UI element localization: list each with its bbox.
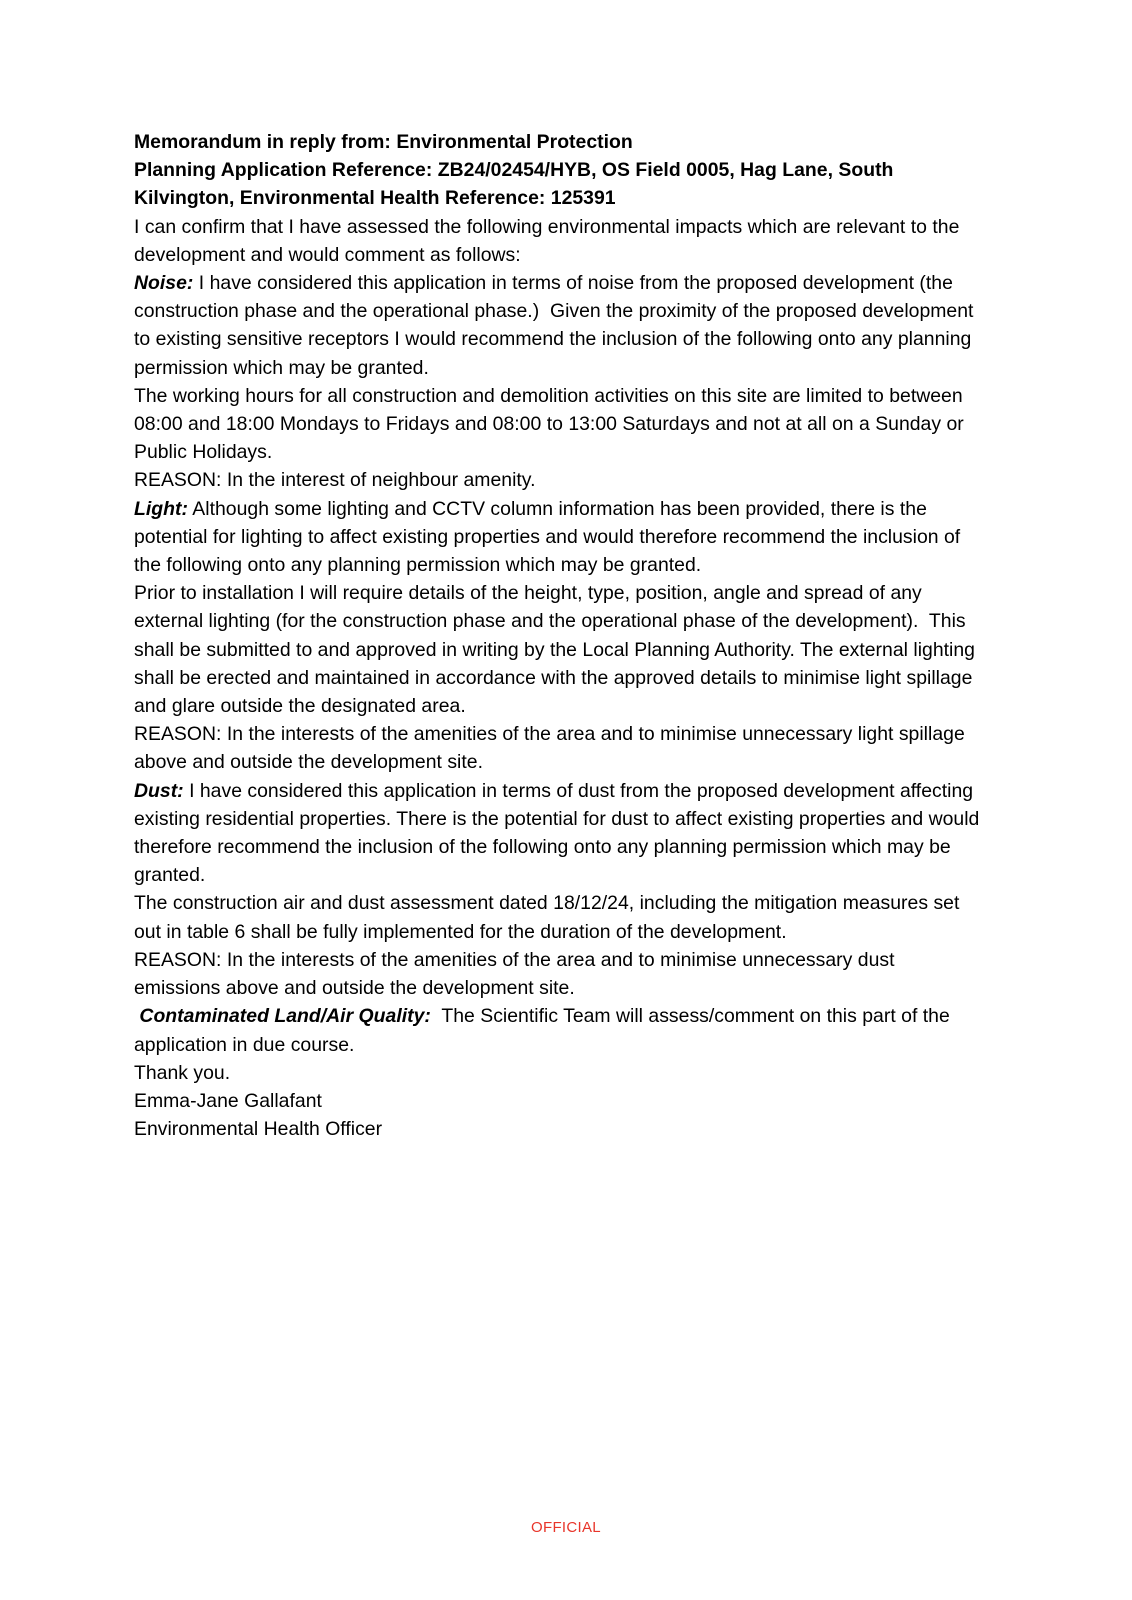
noise-condition: The working hours for all construction and demolition activities on this site are limited to between 08:00 and 18:00 Mondays to Fridays and 08:00 to 13:00 Saturdays and not at all on a Sunday or Public Holidays. xyxy=(134,384,970,464)
contaminated-land-label: Contaminated Land/Air Quality: xyxy=(134,1005,431,1028)
light-paragraph xyxy=(134,495,982,580)
closing-line: Thank you. xyxy=(134,1061,231,1084)
light-condition: Prior to installation I will require details of the height, type, position, angle and spread of any external lighting (for the construction phase and the operational phase of the development). This shall be submitted to and approved in writing by the Local Planning Authority. The external lighting shall be erected and maintained in accordance with the approved details to minimise light spillage and glare outside the designated area. xyxy=(134,582,981,718)
dust-condition: The construction air and dust assessment dated 18/12/24, including the mitigation measures set out in table 6 shall be fully implemented for the duration of the development. xyxy=(134,892,965,943)
light-body: Although some lighting and CCTV column information has been provided, there is the potential for lighting to affect existing properties and would therefore recommend the inclusion of the following onto any planning permission which may be granted. xyxy=(134,497,966,577)
official-footer-marking: OFFICIAL xyxy=(531,1519,601,1536)
contaminated-land-body: The Scientific Team will assess/comment on this part of the application in due course. xyxy=(134,1005,956,1056)
light-reason: REASON: In the interests of the amenities of the area and to minimise unnecessary light spillage above and outside the development site. xyxy=(134,723,971,774)
signature-role: Environmental Health Officer xyxy=(134,1118,383,1141)
contaminated-land-paragraph xyxy=(134,1002,982,1058)
light-label: Light: xyxy=(134,497,188,520)
signature-name: Emma-Jane Gallafant xyxy=(134,1089,322,1112)
document-body xyxy=(134,128,985,1143)
intro-paragraph: I can confirm that I have assessed the following environmental impacts which are relevant to the development and would comment as follows: xyxy=(134,215,965,266)
noise-reason: REASON: In the interest of neighbour amenity. xyxy=(134,469,536,492)
dust-label: Dust: xyxy=(134,779,184,802)
dust-reason: REASON: In the interests of the amenities of the area and to minimise unnecessary dust emissions above and outside the development site. xyxy=(134,948,900,1000)
noise-label: Noise: xyxy=(134,272,194,295)
memo-heading-line-1: Memorandum in reply from: Environmental Protection xyxy=(134,131,633,153)
noise-body: I have considered this application in terms of noise from the proposed development (the construction phase and the operational phase.) Given the proximity of the proposed development to existing sensitive receptors I would recommend the inclusion of the following onto any planning permission which may be granted. xyxy=(134,272,979,379)
noise-paragraph xyxy=(134,269,982,382)
dust-body: I have considered this application in terms of dust from the proposed development affecting existing residential properties. There is the potential for dust to affect existing properties and would therefore recommend the inclusion of the following onto any planning permission which may be granted. xyxy=(134,779,985,887)
memo-heading-line-2: Planning Application Reference: ZB24/02454/HYB, OS Field 0005, Hag Lane, South Kilvington, Environmental Health Reference: 125391 xyxy=(134,159,899,210)
dust-paragraph xyxy=(134,777,985,890)
